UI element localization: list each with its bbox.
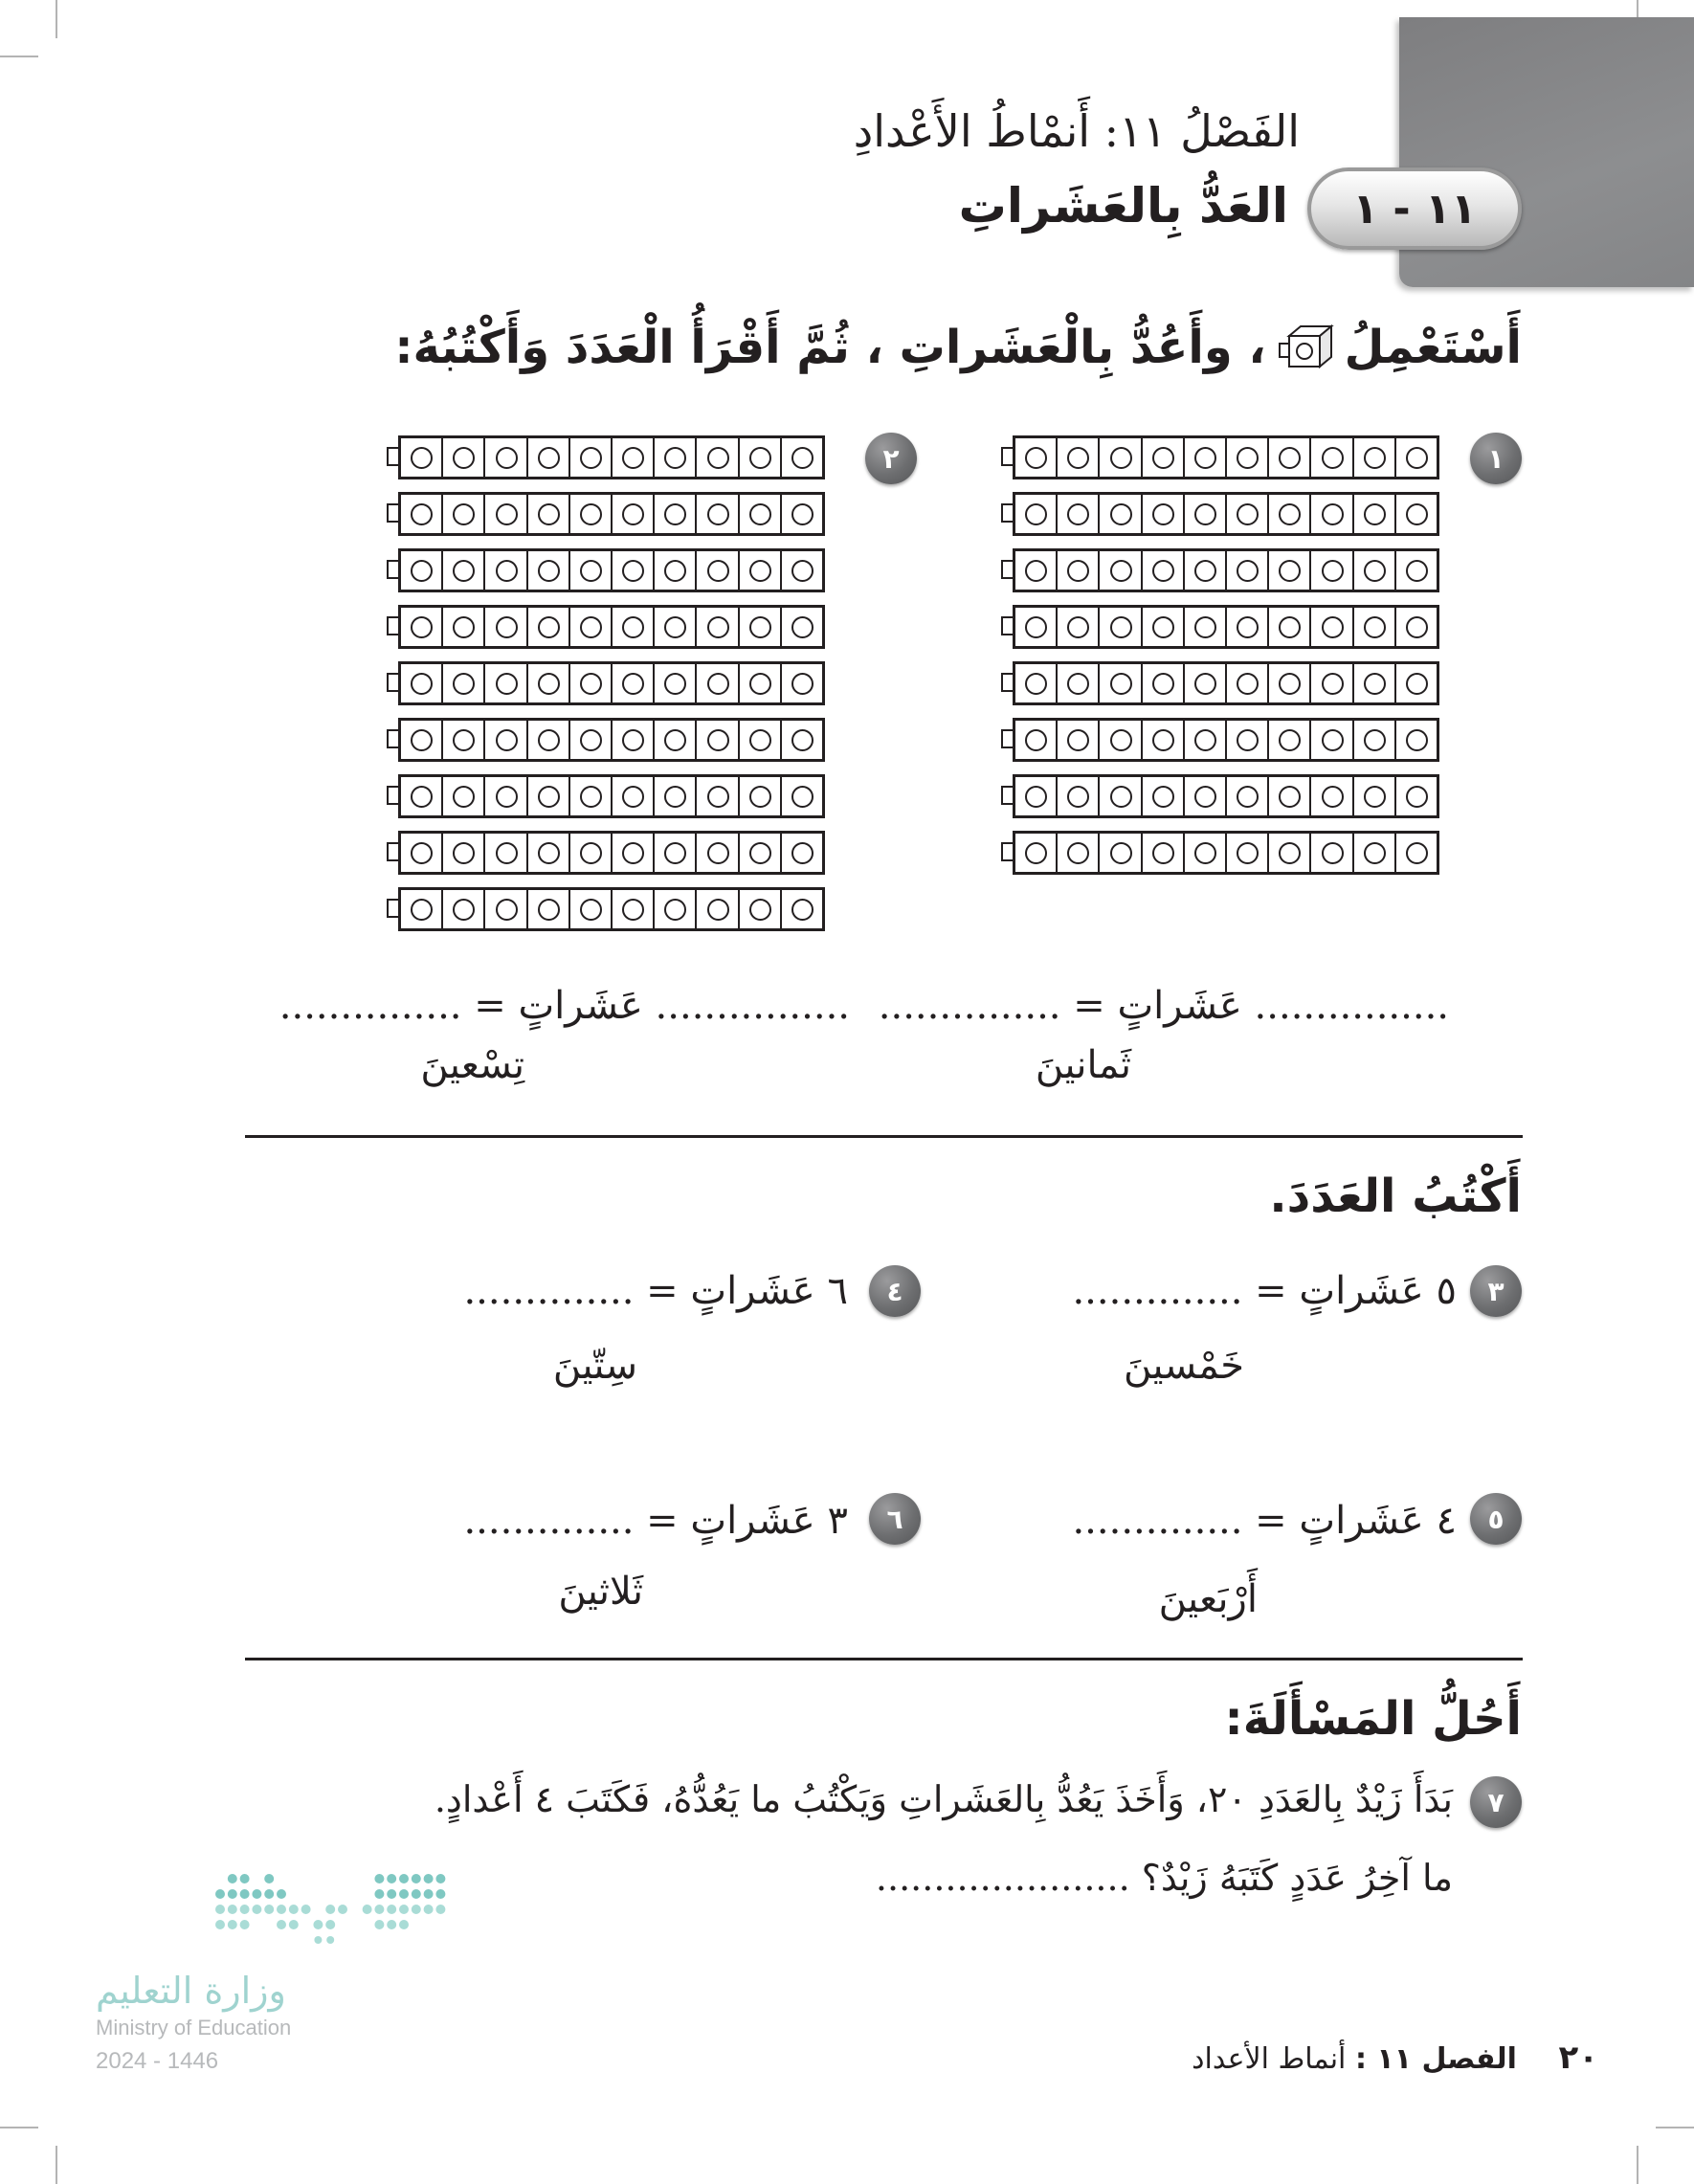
- unit-cube: [1015, 551, 1058, 590]
- unit-cube: [443, 438, 485, 477]
- problem-badge: ٥: [1470, 1493, 1522, 1545]
- unit-cube: [401, 890, 443, 928]
- unit-cube: [485, 721, 527, 759]
- unit-cube: [1311, 834, 1353, 872]
- unit-cube: [443, 777, 485, 815]
- unit-cube: [1227, 495, 1269, 533]
- unit-cube: [613, 721, 655, 759]
- unit-cube: [1354, 721, 1396, 759]
- unit-cube: [697, 721, 739, 759]
- unit-cube: [443, 664, 485, 702]
- unit-cube: [782, 551, 822, 590]
- unit-cube: [485, 890, 527, 928]
- unit-cube: [485, 438, 527, 477]
- unit-cube: [1100, 551, 1142, 590]
- unit-cube: [570, 551, 613, 590]
- unit-cube: [1227, 721, 1269, 759]
- unit-cube: [1100, 777, 1142, 815]
- unit-cube: [1058, 721, 1100, 759]
- rod-connector: [387, 899, 398, 918]
- connecting-cube-icon: [1276, 323, 1335, 372]
- unit-cube: [528, 834, 570, 872]
- unit-cube: [1100, 608, 1142, 646]
- unit-cube: [1143, 721, 1185, 759]
- unit-cube: [1354, 495, 1396, 533]
- problem-badge: ٣: [1470, 1265, 1522, 1317]
- unit-cube: [485, 608, 527, 646]
- unit-cube: [1354, 664, 1396, 702]
- tens-equation: ................ عَشَراتٍ = ...............: [878, 984, 1449, 1028]
- unit-cube: [1058, 495, 1100, 533]
- unit-cube: [1311, 664, 1353, 702]
- unit-cube: [401, 551, 443, 590]
- unit-cube: [613, 438, 655, 477]
- number-word: تِسْعينَ: [420, 1043, 524, 1087]
- rod-body: [1013, 435, 1439, 479]
- unit-cube: [655, 495, 697, 533]
- unit-cube: [1100, 438, 1142, 477]
- unit-cube: [782, 834, 822, 872]
- unit-cube: [740, 495, 782, 533]
- rod-connector: [387, 503, 398, 523]
- crop-mark: [0, 56, 38, 57]
- unit-cube: [570, 495, 613, 533]
- number-word: خَمْسينَ: [1123, 1344, 1244, 1388]
- unit-cube: [1396, 664, 1437, 702]
- rod-connector: [1001, 729, 1013, 748]
- ministry-name-english: Ministry of Education: [96, 2016, 292, 2039]
- unit-cube: [570, 777, 613, 815]
- unit-cube: [1143, 608, 1185, 646]
- unit-cube: [697, 890, 739, 928]
- unit-cube: [740, 834, 782, 872]
- unit-cube: [1143, 495, 1185, 533]
- unit-cube: [1100, 495, 1142, 533]
- unit-cube: [528, 551, 570, 590]
- unit-cube: [528, 890, 570, 928]
- unit-cube: [782, 495, 822, 533]
- unit-cube: [485, 551, 527, 590]
- rod-body: [398, 548, 825, 592]
- unit-cube: [697, 834, 739, 872]
- unit-cube: [1058, 777, 1100, 815]
- unit-cube: [570, 664, 613, 702]
- tens-equation: ٥ عَشَراتٍ = ..............: [1072, 1269, 1457, 1313]
- unit-cube: [1396, 495, 1437, 533]
- unit-cube: [1100, 721, 1142, 759]
- unit-cube: [1227, 608, 1269, 646]
- unit-cube: [570, 890, 613, 928]
- word-problem-line: بَدَأَ زَيْدٌ بِالعَدَدِ ٢٠، وَأَخَذَ يَعُدُّ بِالعَشَراتِ وَيَكْتُبُ ما يَعُدُّهُ، فَكَتَبَ ٤ أَعْدادٍ.: [434, 1778, 1453, 1820]
- unit-cube: [1143, 834, 1185, 872]
- unit-cube: [1185, 608, 1227, 646]
- lesson-number-badge: [1307, 167, 1522, 250]
- section-heading: أَحُلُّ المَسْأَلَةَ:: [1224, 1692, 1522, 1746]
- unit-cube: [1100, 664, 1142, 702]
- rod-body: [398, 774, 825, 818]
- unit-cube: [443, 834, 485, 872]
- rod-body: [398, 492, 825, 536]
- unit-cube: [697, 777, 739, 815]
- unit-cube: [528, 664, 570, 702]
- unit-cube: [1396, 721, 1437, 759]
- unit-cube: [570, 438, 613, 477]
- unit-cube: [655, 438, 697, 477]
- unit-cube: [613, 834, 655, 872]
- unit-cube: [1227, 551, 1269, 590]
- number-word: أَرْبَعينَ: [1158, 1577, 1258, 1621]
- rod-body: [1013, 718, 1439, 762]
- ministry-year: 2024 - 1446: [96, 2048, 219, 2074]
- unit-cube: [655, 834, 697, 872]
- unit-cube: [528, 777, 570, 815]
- unit-cube: [782, 438, 822, 477]
- unit-cube: [1058, 438, 1100, 477]
- rod-connector: [387, 447, 398, 466]
- unit-cube: [1354, 551, 1396, 590]
- rod-connector: [1001, 786, 1013, 805]
- crop-mark: [1637, 2146, 1638, 2184]
- section-heading: أَكْتُبُ العَدَدَ.: [1269, 1170, 1522, 1223]
- unit-cube: [1185, 721, 1227, 759]
- unit-cube: [1227, 664, 1269, 702]
- unit-cube: [528, 721, 570, 759]
- unit-cube: [1058, 608, 1100, 646]
- unit-cube: [782, 664, 822, 702]
- unit-cube: [740, 438, 782, 477]
- unit-cube: [1269, 608, 1311, 646]
- number-word: ثَلاثينَ: [558, 1570, 643, 1614]
- unit-cube: [613, 664, 655, 702]
- unit-cube: [1396, 777, 1437, 815]
- rod-connector: [387, 673, 398, 692]
- unit-cube: [528, 608, 570, 646]
- unit-cube: [1185, 495, 1227, 533]
- page-footer: [1192, 2039, 1598, 2077]
- problem-badge: ٢: [865, 433, 917, 484]
- unit-cube: [655, 890, 697, 928]
- instruction-part-1: أَسْتَعْمِلُ: [1344, 321, 1522, 374]
- rod-body: [398, 435, 825, 479]
- unit-cube: [485, 777, 527, 815]
- unit-cube: [697, 608, 739, 646]
- unit-cube: [1015, 495, 1058, 533]
- rod-body: [1013, 774, 1439, 818]
- unit-cube: [1396, 551, 1437, 590]
- unit-cube: [443, 551, 485, 590]
- unit-cube: [1311, 777, 1353, 815]
- unit-cube: [613, 551, 655, 590]
- unit-cube: [401, 721, 443, 759]
- rod-body: [1013, 492, 1439, 536]
- crop-mark: [56, 0, 57, 38]
- unit-cube: [782, 608, 822, 646]
- unit-cube: [655, 721, 697, 759]
- unit-cube: [740, 721, 782, 759]
- divider: [245, 1135, 1523, 1138]
- ministry-logo-icon: [212, 1871, 450, 1950]
- unit-cube: [1311, 608, 1353, 646]
- unit-cube: [443, 608, 485, 646]
- unit-cube: [1058, 551, 1100, 590]
- unit-cube: [1058, 664, 1100, 702]
- lesson-title: العَدُّ بِالعَشَراتِ: [958, 178, 1288, 234]
- instruction-part-2: ، وأَعُدُّ بِالْعَشَراتِ ، ثُمَّ أَقْرَأُ الْعَدَدَ وَأَكْتُبُهُ:: [394, 321, 1266, 374]
- unit-cube: [740, 890, 782, 928]
- rod-body: [398, 661, 825, 705]
- rod-connector: [387, 560, 398, 579]
- unit-cube: [655, 551, 697, 590]
- unit-cube: [570, 608, 613, 646]
- rod-connector: [1001, 447, 1013, 466]
- problem-badge: ٤: [869, 1265, 921, 1317]
- unit-cube: [740, 551, 782, 590]
- tens-equation: ٦ عَشَراتٍ = ..............: [463, 1269, 848, 1313]
- unit-cube: [1269, 834, 1311, 872]
- rod-body: [398, 605, 825, 649]
- unit-cube: [1269, 551, 1311, 590]
- unit-cube: [401, 777, 443, 815]
- rod-body: [398, 718, 825, 762]
- unit-cube: [401, 664, 443, 702]
- unit-cube: [401, 438, 443, 477]
- unit-cube: [485, 834, 527, 872]
- unit-cube: [443, 890, 485, 928]
- tens-equation: ٤ عَشَراتٍ = ..............: [1072, 1499, 1457, 1543]
- unit-cube: [528, 438, 570, 477]
- unit-cube: [485, 495, 527, 533]
- lesson-number: ١١ - ١: [1352, 184, 1477, 234]
- unit-cube: [697, 438, 739, 477]
- unit-cube: [570, 721, 613, 759]
- rod-body: [398, 887, 825, 931]
- unit-cube: [1185, 777, 1227, 815]
- problem-badge: ٧: [1470, 1776, 1522, 1828]
- rod-connector: [387, 842, 398, 861]
- unit-cube: [1227, 438, 1269, 477]
- unit-cube: [485, 664, 527, 702]
- rod-connector: [387, 729, 398, 748]
- page-number: ٢٠: [1558, 2039, 1598, 2077]
- unit-cube: [613, 890, 655, 928]
- unit-cube: [1269, 664, 1311, 702]
- number-word: ثَمانينَ: [1035, 1043, 1131, 1087]
- unit-cube: [1311, 721, 1353, 759]
- unit-cube: [1058, 834, 1100, 872]
- crop-mark: [56, 2146, 57, 2184]
- ministry-name-arabic: وزارة التعليم: [96, 1970, 286, 2012]
- unit-cube: [401, 495, 443, 533]
- chapter-title: الفَصْلُ ١١: أَنمْاطُ الأَعْدادِ: [853, 105, 1300, 157]
- rod-body: [398, 831, 825, 875]
- unit-cube: [1015, 777, 1058, 815]
- problem-badge: ٦: [869, 1493, 921, 1545]
- unit-cube: [1269, 495, 1311, 533]
- unit-cube: [1354, 608, 1396, 646]
- rod-connector: [1001, 616, 1013, 635]
- footer-chapter-label: الفصل ١١ :: [1354, 2042, 1517, 2076]
- rod-body: [1013, 548, 1439, 592]
- unit-cube: [1015, 721, 1058, 759]
- unit-cube: [1311, 495, 1353, 533]
- unit-cube: [1227, 834, 1269, 872]
- unit-cube: [401, 834, 443, 872]
- unit-cube: [1227, 777, 1269, 815]
- unit-cube: [1015, 608, 1058, 646]
- unit-cube: [655, 608, 697, 646]
- ministry-logo-dots: [212, 1871, 450, 1950]
- unit-cube: [697, 495, 739, 533]
- unit-cube: [1143, 438, 1185, 477]
- problem-badge: ١: [1470, 433, 1522, 484]
- unit-cube: [1311, 551, 1353, 590]
- unit-cube: [697, 664, 739, 702]
- unit-cube: [1015, 834, 1058, 872]
- instruction: [394, 321, 1522, 374]
- unit-cube: [740, 664, 782, 702]
- unit-cube: [1396, 608, 1437, 646]
- crop-mark: [0, 2127, 38, 2128]
- unit-cube: [1185, 834, 1227, 872]
- unit-cube: [1143, 777, 1185, 815]
- unit-cube: [570, 834, 613, 872]
- rod-body: [1013, 661, 1439, 705]
- unit-cube: [1015, 664, 1058, 702]
- unit-cube: [782, 777, 822, 815]
- rod-body: [1013, 831, 1439, 875]
- unit-cube: [1185, 664, 1227, 702]
- rod-connector: [1001, 673, 1013, 692]
- unit-cube: [443, 495, 485, 533]
- unit-cube: [1143, 551, 1185, 590]
- unit-cube: [1354, 834, 1396, 872]
- divider: [245, 1658, 1523, 1660]
- unit-cube: [1311, 438, 1353, 477]
- unit-cube: [1015, 438, 1058, 477]
- unit-cube: [613, 608, 655, 646]
- rod-body: [1013, 605, 1439, 649]
- unit-cube: [782, 721, 822, 759]
- unit-cube: [1269, 721, 1311, 759]
- unit-cube: [1354, 438, 1396, 477]
- unit-cube: [613, 495, 655, 533]
- rod-connector: [1001, 560, 1013, 579]
- unit-cube: [782, 890, 822, 928]
- unit-cube: [740, 777, 782, 815]
- unit-cube: [1185, 438, 1227, 477]
- rod-connector: [1001, 842, 1013, 861]
- rod-connector: [387, 786, 398, 805]
- unit-cube: [528, 495, 570, 533]
- unit-cube: [1269, 438, 1311, 477]
- unit-cube: [613, 777, 655, 815]
- tens-equation: ٣ عَشَراتٍ = ..............: [463, 1499, 848, 1543]
- unit-cube: [401, 608, 443, 646]
- crop-mark: [1656, 2127, 1694, 2128]
- unit-cube: [1396, 438, 1437, 477]
- unit-cube: [1185, 551, 1227, 590]
- footer-chapter-name: أنماط الأعداد: [1192, 2042, 1347, 2076]
- unit-cube: [1396, 834, 1437, 872]
- unit-cube: [1269, 777, 1311, 815]
- unit-cube: [697, 551, 739, 590]
- number-word: سِتّينَ: [552, 1344, 637, 1388]
- unit-cube: [1100, 834, 1142, 872]
- unit-cube: [1143, 664, 1185, 702]
- unit-cube: [443, 721, 485, 759]
- unit-cube: [740, 608, 782, 646]
- rod-connector: [1001, 503, 1013, 523]
- tens-equation: ................ عَشَراتٍ = ...............: [279, 984, 850, 1028]
- unit-cube: [1354, 777, 1396, 815]
- unit-cube: [655, 664, 697, 702]
- unit-cube: [655, 777, 697, 815]
- word-problem-question: ما آخِرُ عَدَدٍ كَتَبَهُ زَيْدٌ؟ ......................: [875, 1857, 1453, 1899]
- rod-connector: [387, 616, 398, 635]
